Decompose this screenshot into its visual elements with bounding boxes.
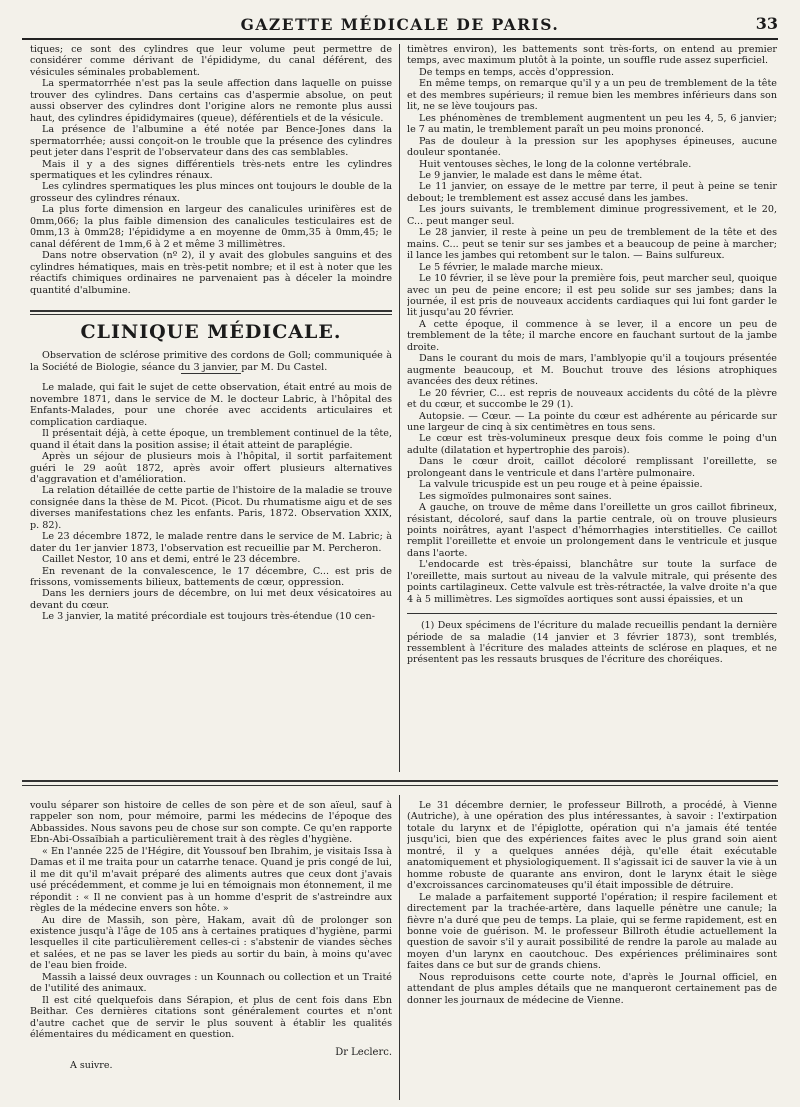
paragraph: Dans notre observation (nº 2), il y avait des globules sanguins et des cylindres hématiques, mais en très-petit nombre; et il est à noter que les réactifs chimiques ordinaires ne parvenaient pas à déceler la moindre quantité d'albumine. xyxy=(30,250,392,296)
paragraph: Autopsie. — Cœur. — La pointe du cœur est adhérente au péricarde sur une largeur de cinq à six centimètres en tous sens. xyxy=(407,410,777,433)
paragraph: Caillet Nestor, 10 ans et demi, entré le 23 décembre. xyxy=(42,554,301,566)
journal-title: GAZETTE MÉDICALE DE PARIS. xyxy=(240,15,560,34)
paragraph: Dans le courant du mois de mars, l'amblyopie qu'il a toujours présentée augmente beaucoup, et M. Bouchut trouve des lésions atrophiques avancées des deux rétines. xyxy=(407,353,777,388)
upper-left-column xyxy=(30,44,392,772)
a-suivre-label: A suivre. xyxy=(70,1059,113,1071)
paragraph: Le 10 février, il se lève pour la première fois, peut marcher seul, quoique avec un peu de peine encore; il est peu solide sur ses jambes; dans la journée, il est pris de nouveaux accidents cardiaques qui lui font garder le lit jusqu'au 20 février. xyxy=(407,273,777,319)
paragraph: Nous reproduisons cette courte note, d'après le Journal officiel, en attendant de plus amples détails que ne manqueront certainement pas de donner les journaux de médecine de Vienne. xyxy=(407,971,777,1006)
paragraph: La présence de l'albumine a été notée par Bence-Jones dans la spermatorrhée; aussi conçoit-on le trouble que la présence des cylindres peut jeter dans l'esprit de l'observateur dans des cas semblables. xyxy=(30,124,392,159)
paragraph: Après un séjour de plusieurs mois à l'hôpital, il sortit parfaitement guéri le 29 août 1872, après avoir offert plusieurs alternatives d'aggravation et d'amélioration. xyxy=(30,451,392,485)
paragraph: « En l'année 225 de l'Hégire, dit Youssouf ben Ibrahim, je visitais Issa à Damas et il me traita pour un catarrhe tenace. Quand je pris congé de lui, il me dit qu'il m'avait préparé des aliments autres que ceux dont j'avais usé précédemment, et comme je lui en témoignais mon étonnement, il me répondit : « Il ne convient pas à un homme d'esprit de s'astreindre aux règles de la médecine envers son hôte. » xyxy=(30,845,392,915)
paragraph: Le 20 février, C... est repris de nouveaux accidents du côté de la plèvre et du cœur, et succombe le 29 (1). xyxy=(407,387,777,411)
paragraph: voulu séparer son histoire de celles de son père et de son aïeul, sauf à rappeler son nom, pour mémoire, parmi les médecins de l'époque des Abbassides. Nous savons peu de chose sur son compte. Ce qu'en rapporte Ebn-Abi-Ossaïbiah a particulièrement trait à des règles d'hygiène. xyxy=(30,800,392,846)
section-divider xyxy=(30,310,392,312)
lower-right-column xyxy=(407,800,777,1100)
footnote-divider xyxy=(407,613,777,614)
feuilleton-divider xyxy=(22,780,778,782)
footnote-text: (1) Deux spécimens de l'écriture du malade recueillis pendant la dernière période de sa maladie (14 janvier et 3 février 1873), sont tremblés, ressemblent à l'écriture des malades atteints de sclérose en plaques, et ne présentent pas les ressauts brusques de l'écriture des choréiques. xyxy=(407,620,777,666)
upper-right-column xyxy=(407,44,777,772)
continued-note xyxy=(30,1060,392,1071)
paragraph: Huit ventouses sèches, le long de la colonne vertébrale. xyxy=(419,158,692,170)
paragraph: La valvule tricuspide est un peu rouge et à peine épaissie. xyxy=(419,479,703,491)
paragraph: En même temps, on remarque qu'il y a un peu de tremblement de la tête et des membres supérieurs; il remue bien les membres inférieurs dans son lit, ne se lève toujours pas. xyxy=(407,78,777,113)
column-rule xyxy=(399,795,400,1100)
paragraph: Il est cité quelquefois dans Sérapion, et plus de cent fois dans Ebn Beithar. Ces dernières citations sont généralement courtes et n'ont d'autre cachet que de servir le plus souvent à établir les qualités élémentaires du médicament en question. xyxy=(30,994,392,1041)
paragraph: Le 11 janvier, on essaye de le mettre par terre, il peut à peine se tenir debout; le tremblement est assez accusé dans les jambes. xyxy=(407,181,777,204)
paragraph: L'endocarde est très-épaissi, blanchâtre sur toute la surface de l'oreillette, mais surtout au niveau de la valvule mitrale, qui présente des points cartilagineux. Cette valvule est très-rétractée, la valve droite n'a que 4 à 5 millimètres. Les sigmoïdes aortiques sont aussi épaissies, et un xyxy=(407,559,777,605)
lower-left-column xyxy=(30,800,392,1100)
paragraph: En revenant de la convalescence, le 17 décembre, C... est pris de frissons, vomissements bilieux, battements de cœur, oppression. xyxy=(30,565,392,589)
paragraph: Dans les derniers jours de décembre, on lui met deux vésicatoires au devant du cœur. xyxy=(30,588,392,611)
paragraph: A cette époque, il commence à se lever, il a encore un peu de tremblement de la tête; il marche encore en fauchant surtout de la jambe droite. xyxy=(407,318,777,353)
column-rule xyxy=(399,44,400,772)
paragraph: Les jours suivants, le tremblement diminue progressivement, et le 20, C... peut manger seul. xyxy=(407,204,777,227)
paragraph: Pas de douleur à la pression sur les apophyses épineuses, aucune douleur spontanée. xyxy=(407,135,777,159)
paragraph: tiques; ce sont des cylindres que leur volume peut permettre de considérer comme dérivant de l'épididyme, du canal déférent, des vésicules séminales probablement. xyxy=(30,44,392,78)
footnote xyxy=(407,620,777,665)
paragraph: Le cœur est très-volumineux presque deux fois comme le poing d'un adulte (dilatation et hypertrophie des parois). xyxy=(407,433,777,456)
paragraph: La relation détaillée de cette partie de l'histoire de la maladie se trouve consignée dans la thèse de M. Picot. (Picot. Du rhumatisme aigu et de ses diverses manifestations chez les enfants. Paris, 1872. Observation XXIX, p. 82). xyxy=(30,485,392,531)
paragraph: Le 5 février, le malade marche mieux. xyxy=(419,261,604,273)
paragraph: Mais il y a des signes différentiels très-nets entre les cylindres spermatiques et les cylindres rénaux. xyxy=(30,158,392,181)
paragraph: Le 9 janvier, le malade est dans le même état. xyxy=(419,169,643,181)
paragraph: Les phénomènes de tremblement augmentent un peu les 4, 5, 6 janvier; le 7 au matin, le tremblement paraît un peu moins prononcé. xyxy=(407,112,777,136)
short-divider xyxy=(181,373,241,374)
paragraph: Massih a laissé deux ouvrages : un Kounnach ou collection et un Traité de l'utilité des animaux. xyxy=(30,971,392,995)
feuilleton-divider xyxy=(22,785,778,786)
paragraph: De temps en temps, accès d'oppression. xyxy=(419,66,614,78)
signature: Dr Leclerc. xyxy=(335,1046,392,1058)
page-number: 33 xyxy=(755,14,778,33)
paragraph: Le malade a parfaitement supporté l'opération; il respire facilement et directement par la trachée-artère, dans laquelle pénètre une canule; la fièvre n'a duré que peu de temps. La plaie, qui se ferme rapidement, est en bonne voie de guérison. M. le professeur Billroth étudie actuellement la question de savoir s'il y aurait possibilité de rendre la parole au malade au moyen d'un larynx en caoutchouc. Des expériences préliminaires sont faites dans ce but sur de grands chiens. xyxy=(407,891,777,972)
paragraph: La spermatorrhée n'est pas la seule affection dans laquelle on puisse trouver des cylindres. Dans certains cas d'aspermie absolue, on peut aussi observer des cylindres dont l'origine alors ne remonte plus aussi haut, des cylindres épididymaires (queue), déférentiels et de la vésicule. xyxy=(30,78,392,124)
paragraph: Le 28 janvier, il reste à peine un peu de tremblement de la tête et des mains. C... peut se tenir sur ses jambes et a beaucoup de peine à marcher; il lance les jambes qui retombent sur le talon. — Bains sulfureux. xyxy=(407,227,777,262)
paragraph: Le 3 janvier, la matité précordiale est toujours très-étendue (10 cen- xyxy=(42,611,375,623)
paragraph: Le 31 décembre dernier, le professeur Billroth, a procédé, à Vienne (Autriche), à une opération des plus intéressantes, à savoir : l'extirpation totale du larynx et de l'épiglotte, opération qui n'a jamais été tentée jusqu'ici, bien que des expériences faites avec le plus grand soin aient montré, il y a quelques années déjà, qu'elle était exécutable anatomiquement et physiologiquement. Il s'agissait ici de sauver la vie à un homme robuste de quarante ans environ, dont le larynx était le siège d'excroissances carcinomateuses qu'il était impossible de détruire. xyxy=(407,800,777,892)
paragraph: Dans le cœur droit, caillot décoloré remplissant l'oreillette, se prolongeant dans le ventricule et dans l'artère pulmonaire. xyxy=(407,456,777,479)
paragraph: La plus forte dimension en largeur des canalicules urinifères est de 0mm,066; la plus faible dimension des canalicules testiculaires est de 0mm,13 à 0mm28; l'épididyme a en moyenne de 0mm,35 à 0mm,45; le canal déférent de 1mm,6 à 2 et même 3 millimètres. xyxy=(30,204,392,250)
paragraph: Le malade, qui fait le sujet de cette observation, était entré au mois de novembre 1871, dans le service de M. le docteur Labric, à l'hôpital des Enfants-Malades, pour une chorée avec accidents articulaires et complication cardiaque. xyxy=(30,382,392,428)
paragraph: Le 23 décembre 1872, le malade rentre dans le service de M. Labric; à dater du 1er janvier 1873, l'observation est recueillie par M. Percheron. xyxy=(30,531,392,554)
paragraph: timètres environ), les battements sont très-forts, on entend au premier temps, avec maximum plutôt à la pointe, un souffle rude assez superficiel. xyxy=(407,44,777,67)
paragraph: Les sigmoïdes pulmonaires sont saines. xyxy=(419,490,612,502)
paragraph: A gauche, on trouve de même dans l'oreillette un gros caillot fibrineux, résistant, décoloré, sauf dans la partie centrale, où on trouve plusieurs points noirâtres, ayant l'aspect d'hémorrhagies interstitielles. Ce caillot remplit l'oreillette et envoie un prolongement dans le ventricule et jusque dans l'aorte. xyxy=(407,502,777,559)
page-header xyxy=(22,12,778,40)
article-abstract: Observation de sclérose primitive des cordons de Goll; communiquée à la Société de Biologie, séance du 3 janvier, par M. Du Castel. xyxy=(30,350,392,373)
paragraph: Les cylindres spermatiques les plus minces ont toujours le double de la grosseur des cylindres rénaux. xyxy=(30,181,392,204)
section-title: CLINIQUE MÉDICALE. xyxy=(80,320,342,343)
paragraph: Au dire de Massih, son père, Hakam, avait dû de prolonger son existence jusqu'à l'âge de 105 ans à certaines pratiques d'hygiène, parmi lesquelles il cite particulièrement celles-ci : s'abstenir de viandes sèches et salées, et ne pas se laver les pieds au sortir du bain, à moins qu'avec de l'eau bien froide. xyxy=(30,914,392,972)
section-divider xyxy=(30,314,392,315)
paragraph: Il présentait déjà, à cette époque, un tremblement continuel de la tête, quand il était dans la position assise; il était atteint de paraplégie. xyxy=(30,428,392,451)
